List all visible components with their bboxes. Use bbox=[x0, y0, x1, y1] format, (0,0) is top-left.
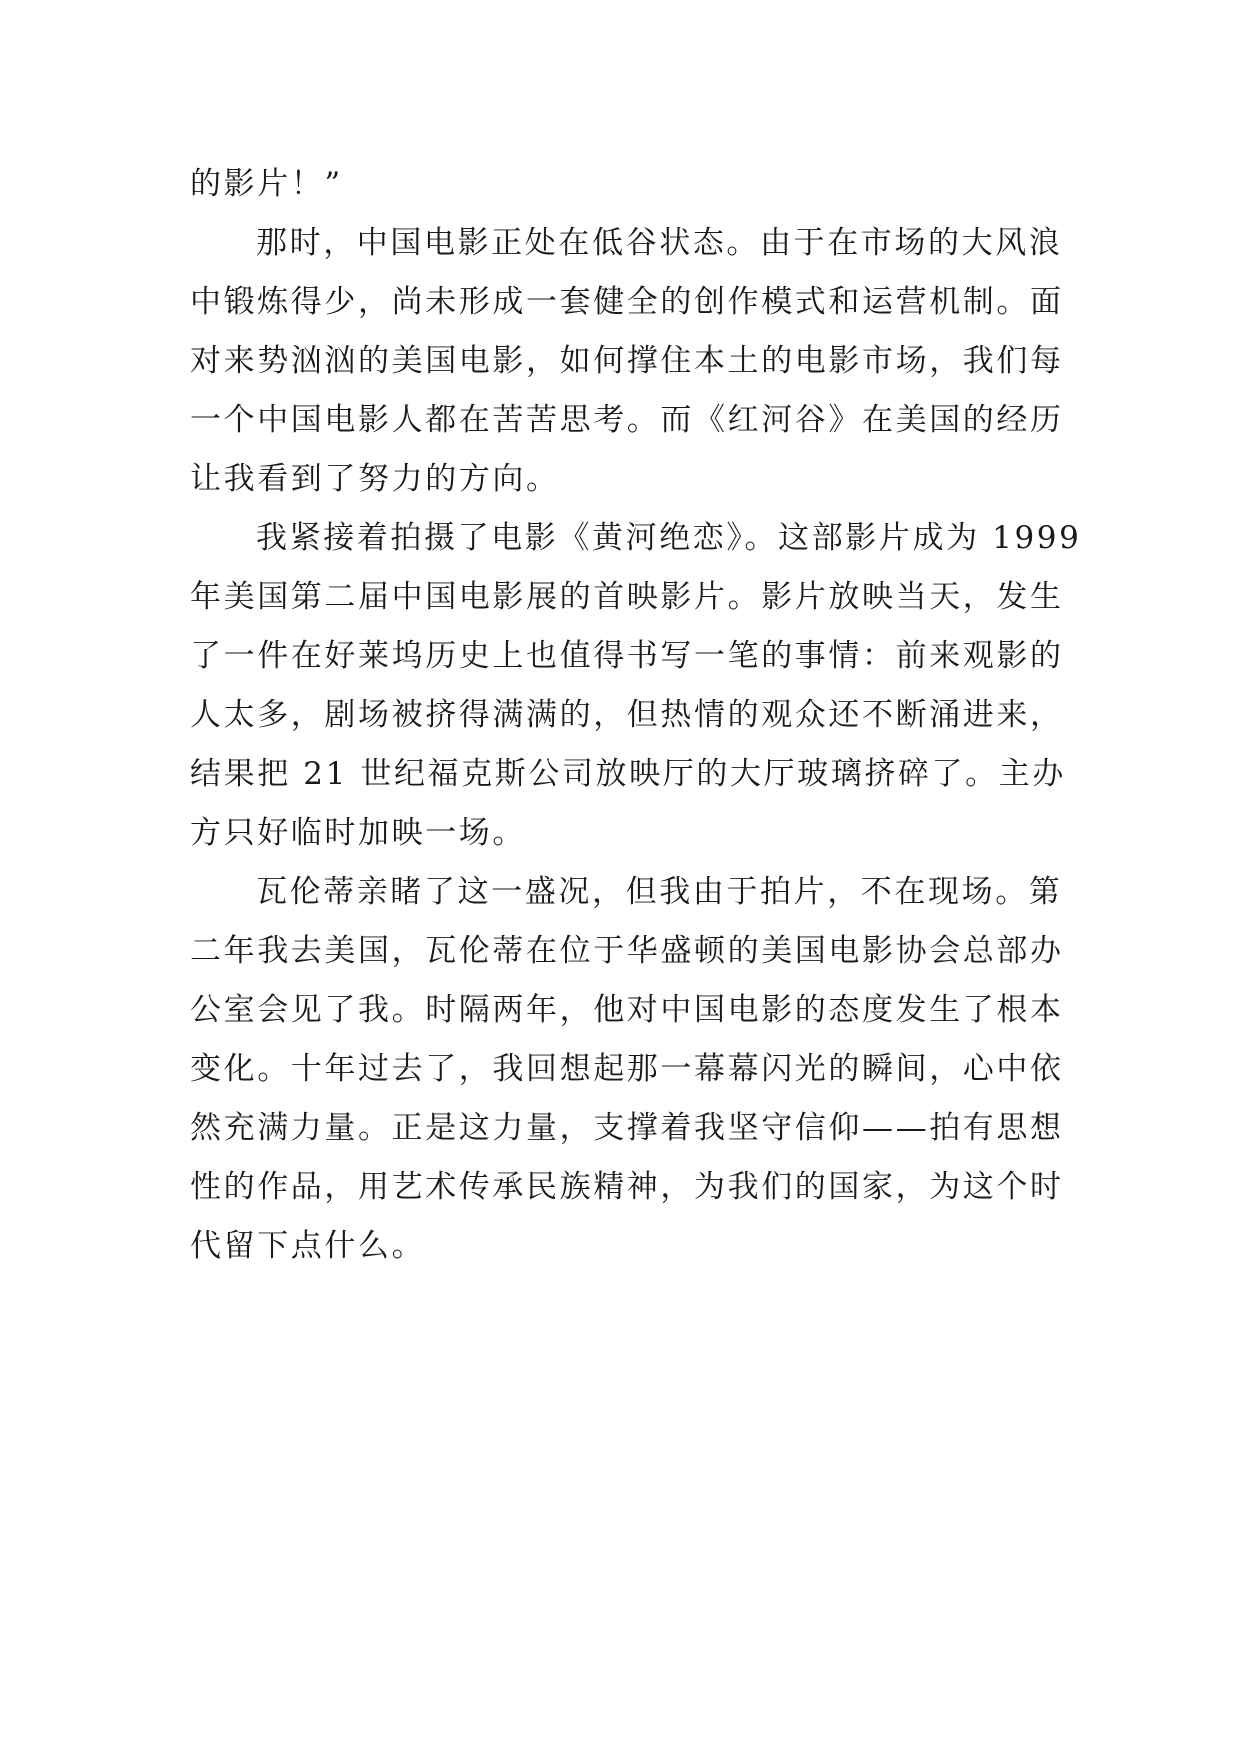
document-body bbox=[190, 155, 1082, 1276]
text-line: 的影片！” bbox=[190, 166, 343, 202]
text-line: 代留下点什么。 bbox=[190, 1228, 426, 1264]
text-line: 性的作品，用艺术传承民族精神，为我们的国家，为这个时 bbox=[190, 1169, 1064, 1205]
text-line: 公室会见了我。时隔两年，他对中国电影的态度发生了根本 bbox=[190, 992, 1064, 1028]
text-line: 结果把 21 世纪福克斯公司放映厅的大厅玻璃挤碎了。主办 bbox=[190, 756, 1066, 792]
text-line: 一个中国电影人都在苦苦思考。而《红河谷》在美国的经历 bbox=[190, 402, 1064, 438]
text-line: 我紧接着拍摄了电影《黄河绝恋》。这部影片成为 1999 bbox=[256, 520, 1082, 556]
text-line: 那时，中国电影正处在低谷状态。由于在市场的大风浪 bbox=[256, 225, 1063, 261]
paragraph-continuation bbox=[190, 155, 1050, 214]
text-line: 瓦伦蒂亲睹了这一盛况，但我由于拍片，不在现场。第 bbox=[256, 874, 1063, 910]
text-line: 对来势汹汹的美国电影，如何撑住本土的电影市场，我们每 bbox=[190, 343, 1064, 379]
text-line: 二年我去美国，瓦伦蒂在位于华盛顿的美国电影协会总部办 bbox=[190, 933, 1064, 969]
text-line: 然充满力量。正是这力量，支撑着我坚守信仰——拍有思想 bbox=[190, 1110, 1064, 1146]
text-line: 变化。十年过去了，我回想起那一幕幕闪光的瞬间，心中依 bbox=[190, 1051, 1064, 1087]
paragraph-film-industry-lowpoint bbox=[190, 214, 1064, 509]
text-line: 人太多，剧场被挤得满满的，但热情的观众还不断涌进来， bbox=[190, 697, 1064, 733]
text-line: 年美国第二届中国电影展的首映影片。影片放映当天，发生 bbox=[190, 579, 1064, 615]
paragraph-yellow-river-premiere bbox=[190, 509, 1082, 863]
paragraph-valenti-meeting bbox=[190, 863, 1064, 1276]
text-line: 了一件在好莱坞历史上也值得书写一笔的事情：前来观影的 bbox=[190, 638, 1064, 674]
text-line: 中锻炼得少，尚未形成一套健全的创作模式和运营机制。面 bbox=[190, 284, 1064, 320]
text-line: 方只好临时加映一场。 bbox=[190, 815, 526, 851]
text-line: 让我看到了努力的方向。 bbox=[190, 461, 560, 497]
